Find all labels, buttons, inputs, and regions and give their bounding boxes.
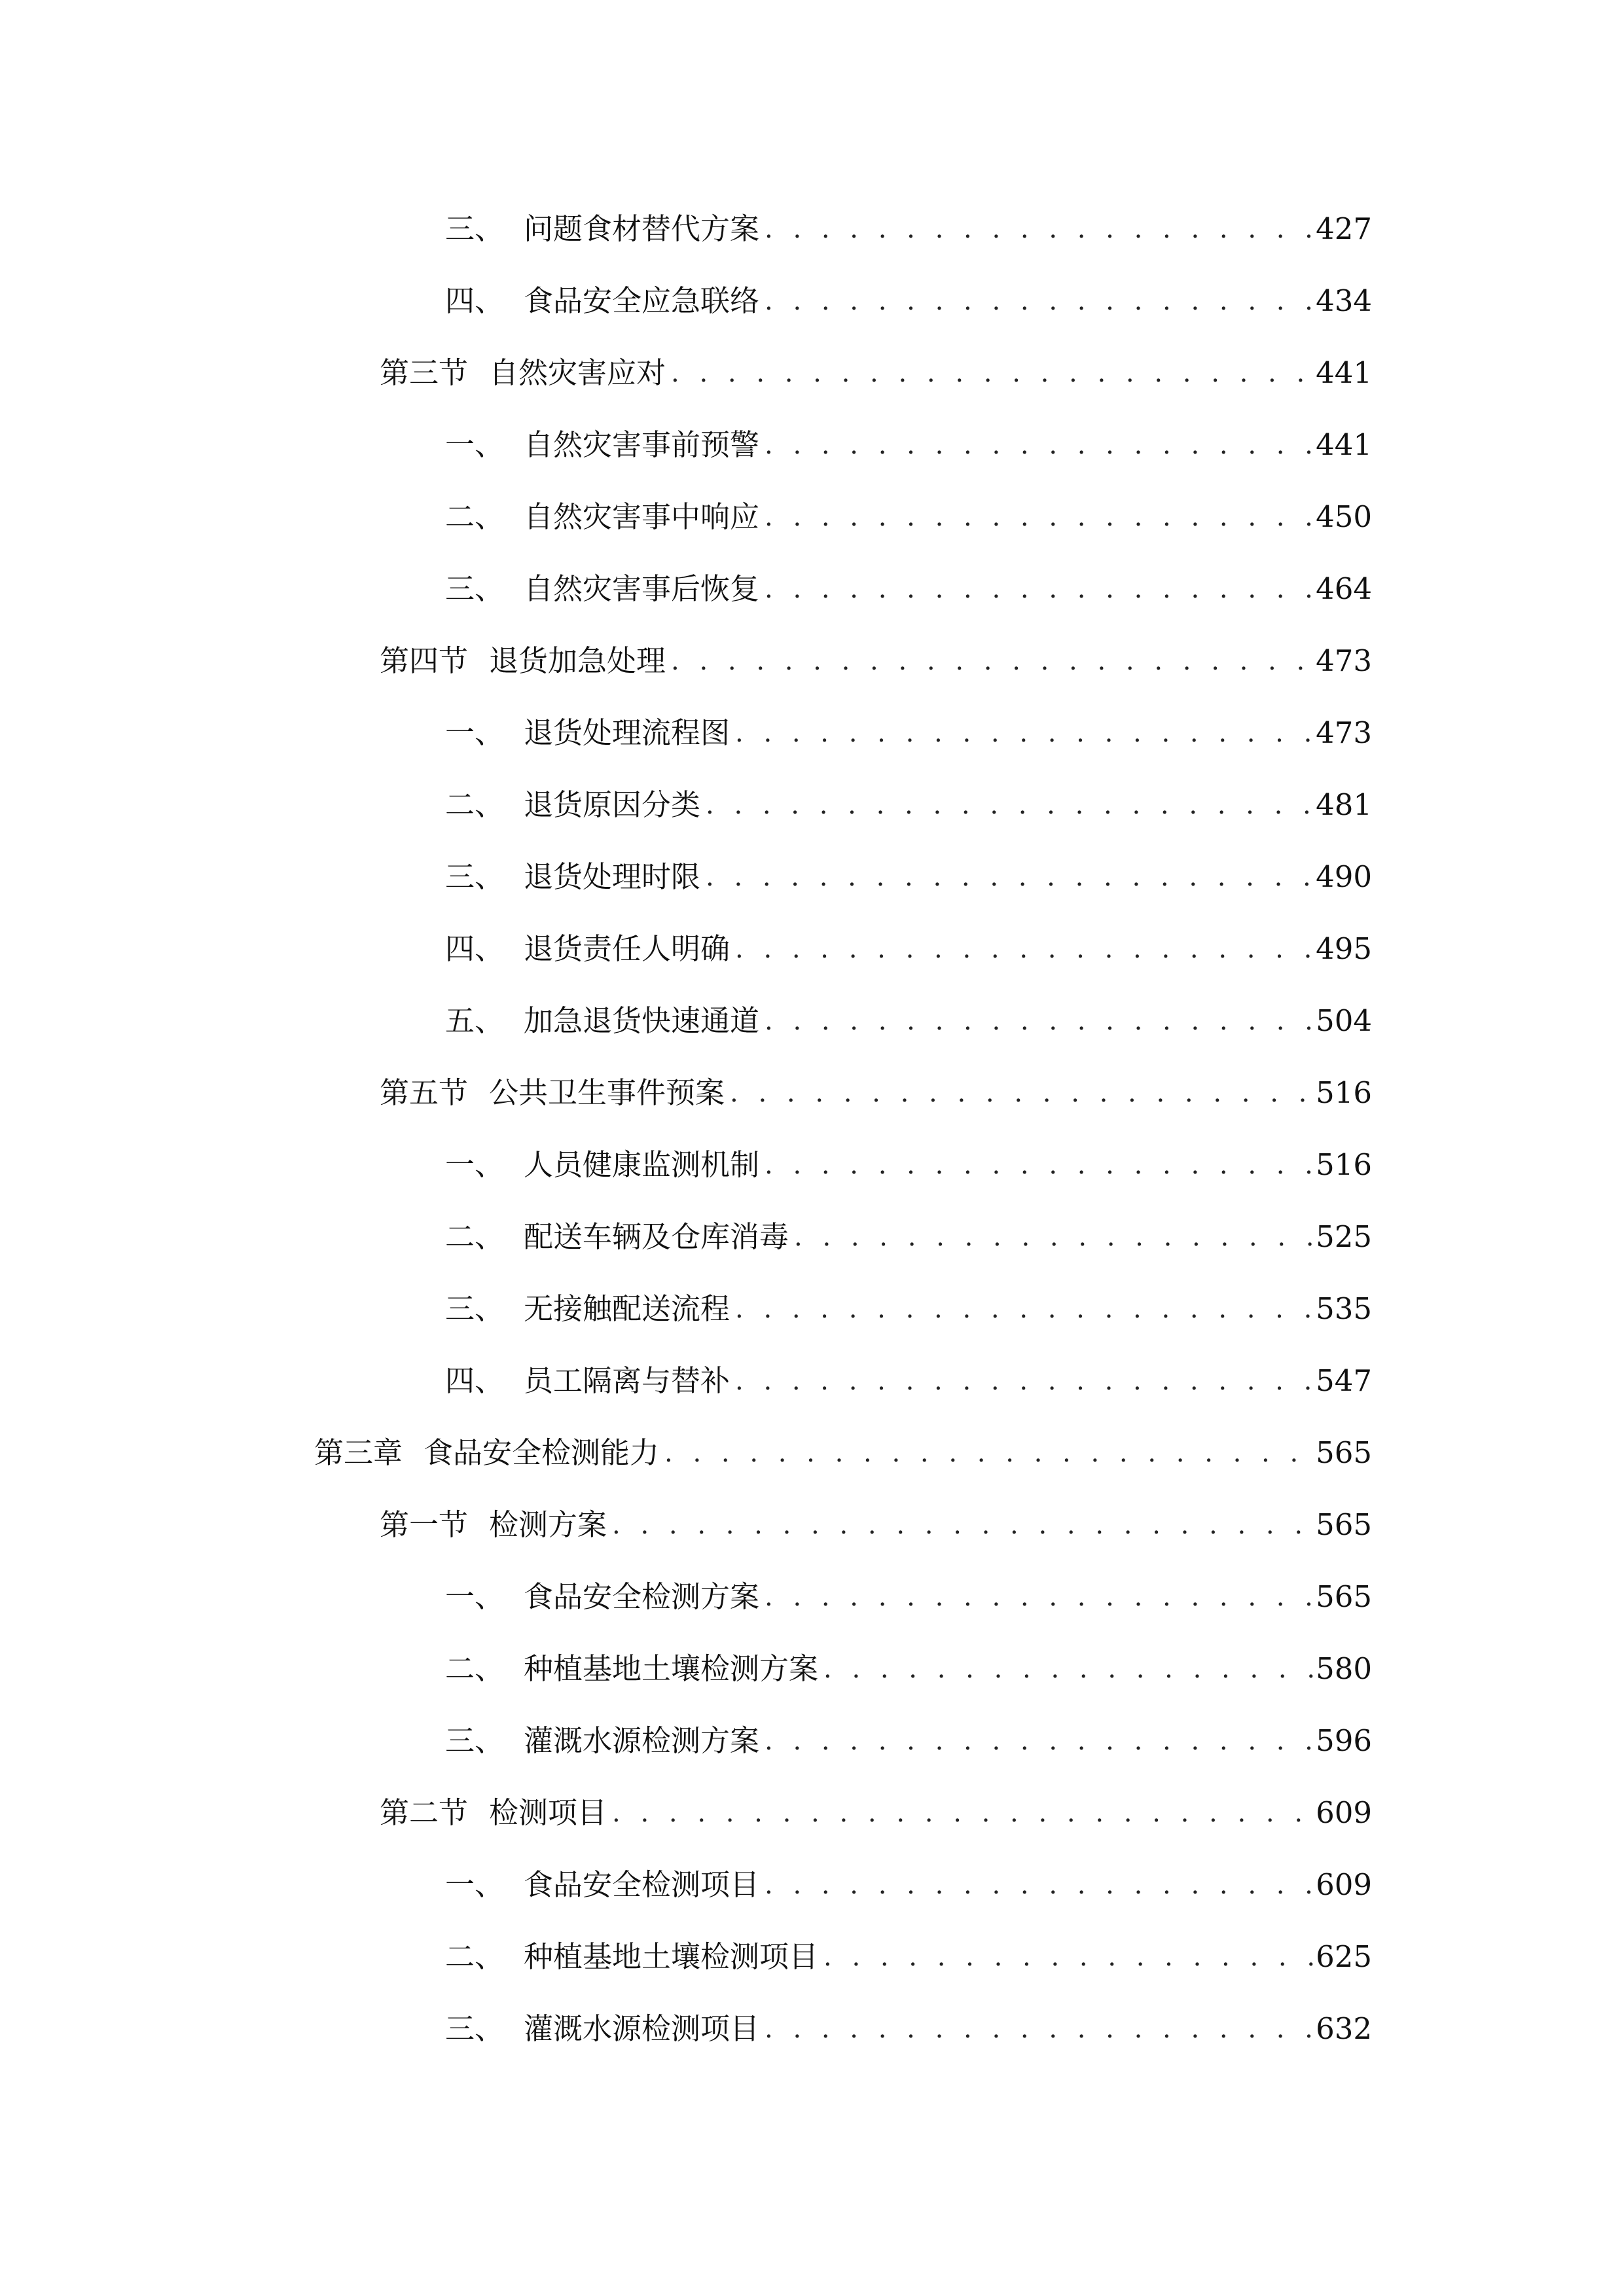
dot-leader [759, 275, 1316, 327]
entry-title: 无接触配送流程 [524, 1291, 731, 1326]
toc-entry[interactable] [445, 707, 1372, 759]
entry-prefix: 三、 [445, 571, 505, 606]
entry-page-number: 609 [1316, 1795, 1372, 1830]
entry-prefix: 三、 [445, 1291, 505, 1326]
entry-page-number: 490 [1316, 859, 1372, 894]
entry-prefix: 第四节 [380, 643, 469, 678]
toc-entry[interactable] [380, 1067, 1372, 1119]
toc-entry[interactable] [445, 1643, 1372, 1695]
entry-prefix: 四、 [445, 283, 505, 318]
toc-entry[interactable] [380, 635, 1372, 687]
entry-title: 问题食材替代方案 [524, 211, 760, 246]
entry-prefix: 第三节 [380, 355, 469, 390]
toc-entry[interactable] [445, 779, 1372, 831]
entry-page-number: 473 [1316, 643, 1372, 678]
dot-leader [759, 1715, 1316, 1767]
entry-title: 配送车辆及仓库消毒 [524, 1219, 789, 1254]
entry-title: 灌溉水源检测方案 [524, 1723, 760, 1758]
entry-page-number: 632 [1316, 2011, 1372, 2046]
dot-leader [730, 707, 1316, 759]
toc-entry[interactable] [445, 1283, 1372, 1335]
entry-title: 人员健康监测机制 [524, 1147, 760, 1182]
dot-leader [700, 851, 1316, 903]
entry-page-number: 450 [1316, 499, 1372, 534]
entry-title: 灌溉水源检测项目 [524, 2011, 760, 2046]
toc-entry[interactable] [445, 1931, 1372, 1983]
entry-page-number: 495 [1316, 931, 1372, 966]
entry-title: 检测项目 [489, 1795, 607, 1830]
dot-leader [759, 1571, 1316, 1623]
toc-entry[interactable] [380, 347, 1372, 399]
entry-prefix: 五、 [445, 1003, 505, 1038]
entry-prefix: 四、 [445, 931, 505, 966]
entry-title: 退货处理时限 [524, 859, 701, 894]
entry-title: 退货责任人明确 [524, 931, 731, 966]
dot-leader [759, 563, 1316, 615]
entry-page-number: 434 [1316, 283, 1372, 318]
entry-title: 员工隔离与替补 [524, 1363, 731, 1398]
dot-leader [759, 419, 1316, 471]
entry-page-number: 547 [1316, 1363, 1372, 1398]
toc-entry[interactable] [445, 923, 1372, 975]
entry-page-number: 481 [1316, 787, 1372, 822]
entry-page-number: 441 [1316, 355, 1372, 390]
entry-page-number: 525 [1316, 1219, 1372, 1254]
entry-page-number: 516 [1316, 1147, 1372, 1182]
toc-entry[interactable] [445, 1571, 1372, 1623]
entry-title: 食品安全检测能力 [424, 1435, 660, 1470]
entry-page-number: 580 [1316, 1651, 1372, 1686]
dot-leader [759, 1859, 1316, 1911]
entry-prefix: 一、 [445, 427, 505, 462]
entry-page-number: 596 [1316, 1723, 1372, 1758]
entry-page-number: 427 [1316, 211, 1372, 246]
entry-prefix: 一、 [445, 1867, 505, 1902]
toc-entry[interactable] [445, 2003, 1372, 2055]
entry-prefix: 二、 [445, 1651, 505, 1686]
entry-title: 退货原因分类 [524, 787, 701, 822]
entry-prefix: 一、 [445, 1579, 505, 1614]
entry-page-number: 535 [1316, 1291, 1372, 1326]
entry-prefix: 第五节 [380, 1075, 469, 1110]
dot-leader [759, 2003, 1316, 2055]
toc-entry[interactable] [445, 1139, 1372, 1191]
entry-prefix: 三、 [445, 859, 505, 894]
dot-leader [730, 1355, 1316, 1407]
entry-prefix: 第一节 [380, 1507, 469, 1542]
toc-entry[interactable] [380, 1787, 1372, 1839]
entry-page-number: 565 [1316, 1579, 1372, 1614]
toc-entry[interactable] [445, 1715, 1372, 1767]
dot-leader [725, 1067, 1316, 1119]
entry-title: 食品安全应急联络 [524, 283, 760, 318]
entry-title: 自然灾害事后恢复 [524, 571, 760, 606]
dot-leader [700, 779, 1316, 831]
toc-entry[interactable] [380, 1499, 1372, 1551]
entry-page-number: 516 [1316, 1075, 1372, 1110]
entry-prefix: 三、 [445, 1723, 505, 1758]
entry-title: 公共卫生事件预案 [489, 1075, 725, 1110]
dot-leader [818, 1643, 1316, 1695]
toc-entry[interactable] [445, 491, 1372, 543]
entry-title: 检测方案 [489, 1507, 607, 1542]
toc-entry[interactable] [445, 995, 1372, 1047]
entry-page-number: 473 [1316, 715, 1372, 750]
entry-title: 食品安全检测项目 [524, 1867, 760, 1902]
entry-page-number: 441 [1316, 427, 1372, 462]
entry-page-number: 464 [1316, 571, 1372, 606]
entry-title: 种植基地土壤检测项目 [524, 1939, 819, 1974]
entry-prefix: 一、 [445, 1147, 505, 1182]
entry-page-number: 565 [1316, 1507, 1372, 1542]
dot-leader [759, 491, 1316, 543]
entry-prefix: 二、 [445, 499, 505, 534]
toc-entry[interactable] [445, 203, 1372, 255]
toc-entry[interactable] [445, 1355, 1372, 1407]
entry-title: 自然灾害应对 [489, 355, 666, 390]
entry-title: 退货加急处理 [489, 643, 666, 678]
entry-prefix: 二、 [445, 787, 505, 822]
dot-leader [730, 923, 1316, 975]
entry-title: 自然灾害事前预警 [524, 427, 760, 462]
entry-page-number: 504 [1316, 1003, 1372, 1038]
dot-leader [666, 347, 1316, 399]
dot-leader [759, 995, 1316, 1047]
entry-page-number: 609 [1316, 1867, 1372, 1902]
entry-prefix: 一、 [445, 715, 505, 750]
dot-leader [759, 203, 1316, 255]
entry-title: 自然灾害事中响应 [524, 499, 760, 534]
entry-prefix: 第二节 [380, 1795, 469, 1830]
entry-title: 加急退货快速通道 [524, 1003, 760, 1038]
entry-prefix: 三、 [445, 2011, 505, 2046]
dot-leader [666, 635, 1316, 687]
entry-prefix: 三、 [445, 211, 505, 246]
toc-entry[interactable] [445, 275, 1372, 327]
entry-prefix: 四、 [445, 1363, 505, 1398]
dot-leader [607, 1499, 1316, 1551]
entry-prefix: 二、 [445, 1219, 505, 1254]
dot-leader [789, 1211, 1316, 1263]
dot-leader [730, 1283, 1316, 1335]
entry-prefix: 二、 [445, 1939, 505, 1974]
toc-entry[interactable] [445, 851, 1372, 903]
toc-entry[interactable] [445, 563, 1372, 615]
entry-page-number: 625 [1316, 1939, 1372, 1974]
dot-leader [759, 1139, 1316, 1191]
entry-page-number: 565 [1316, 1435, 1372, 1470]
dot-leader [818, 1931, 1316, 1983]
toc-entry[interactable] [445, 1859, 1372, 1911]
toc-entry[interactable] [445, 1211, 1372, 1263]
dot-leader [607, 1787, 1316, 1839]
entry-title: 种植基地土壤检测方案 [524, 1651, 819, 1686]
entry-title: 退货处理流程图 [524, 715, 731, 750]
toc-entry[interactable] [314, 1427, 1372, 1479]
entry-title: 食品安全检测方案 [524, 1579, 760, 1614]
dot-leader [659, 1427, 1316, 1479]
entry-prefix: 第三章 [314, 1435, 403, 1470]
toc-entry[interactable] [445, 419, 1372, 471]
